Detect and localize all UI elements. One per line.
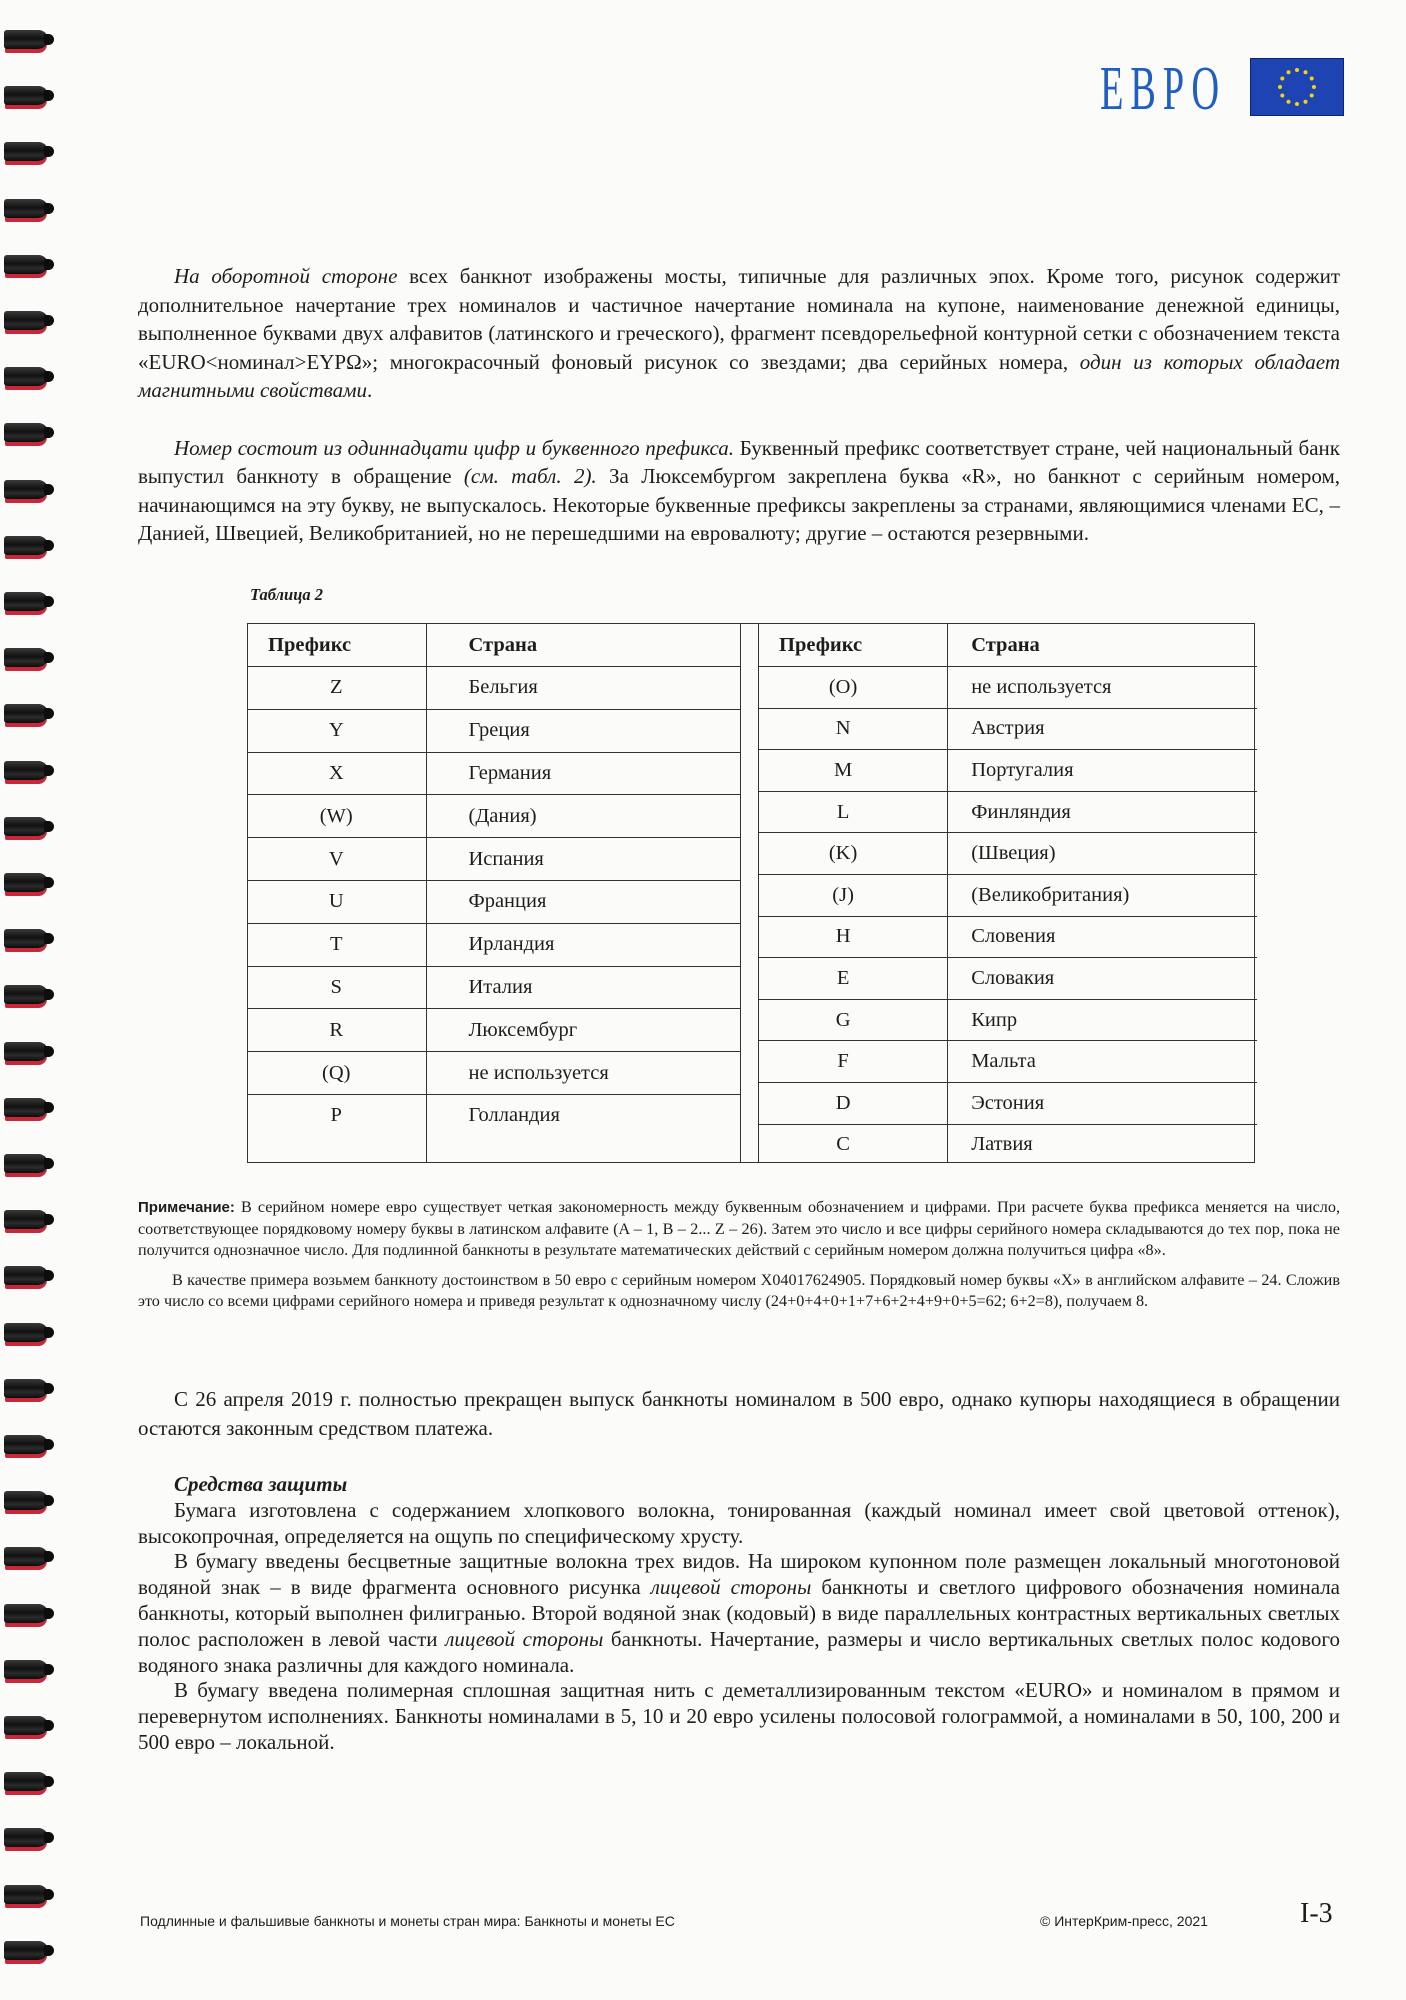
prefix-cell: V <box>248 838 425 881</box>
spiral-coil <box>4 704 48 723</box>
security-section <box>138 1472 1340 1756</box>
header-prefix: Префикс <box>248 624 425 667</box>
flag-star <box>1295 102 1299 106</box>
country-cell: Голландия <box>468 1104 560 1127</box>
spiral-coil <box>4 1379 48 1398</box>
spiral-coil <box>4 1210 48 1229</box>
spiral-coil <box>4 311 48 330</box>
page-header <box>1100 55 1350 123</box>
table-row <box>248 709 740 752</box>
prefix-cell: (J) <box>759 874 927 916</box>
table-row <box>248 1052 740 1095</box>
country-cell: Италия <box>425 966 741 1009</box>
security-p2-a: В бумагу введены бесцветные защитные волокна трех видов. На широком купонном поле размещен локальный многотоновой водяной знак – в виде фрагмента основного рисунка <box>138 1549 1340 1600</box>
spiral-coil <box>4 1716 48 1735</box>
note-paragraph-1 <box>138 1197 1340 1262</box>
country-cell: Мальта <box>927 1041 1257 1083</box>
table-row <box>248 752 740 795</box>
table-row <box>759 750 1257 792</box>
security-paragraph-3: В бумагу введена полимерная сплошная защитная нить с деметаллизированным текстом «EURO» и номиналом в прямом и перевернутом исполнениях. Банкноты номиналами в 5, 10 и 20 евро усилены полосовой голограммой, а номиналами в 50, 100, 200 и 500 евро – локальной. <box>138 1678 1340 1754</box>
eu-flag-icon <box>1250 58 1344 116</box>
spiral-coil <box>4 1885 48 1904</box>
country-cell: Кипр <box>927 999 1257 1041</box>
security-p2-em2: лицевой стороны <box>445 1626 604 1651</box>
country-cell: Франция <box>425 880 741 923</box>
prefix-cell: X <box>248 752 425 795</box>
intro-section <box>138 262 1340 548</box>
prefix-cell: C <box>836 1133 850 1156</box>
prefix-cell: P <box>330 1104 342 1127</box>
flag-star <box>1310 94 1314 98</box>
security-p2-em: лицевой стороны <box>650 1575 812 1600</box>
table-row <box>248 1009 740 1052</box>
intro-p2-em: Номер состоит из одиннадцати цифр и буквенного префикса. <box>174 435 735 460</box>
country-cell: (Дания) <box>425 795 741 838</box>
table-row <box>759 791 1257 833</box>
table-row <box>759 999 1257 1041</box>
spiral-coil <box>4 1435 48 1454</box>
spiral-coil <box>4 536 48 555</box>
prefix-cell: E <box>759 958 927 1000</box>
flag-star <box>1287 100 1291 104</box>
flag-star <box>1304 70 1308 74</box>
country-cell: (Великобритания) <box>927 874 1257 916</box>
spiral-coil <box>4 1042 48 1061</box>
prefix-cell: S <box>248 966 425 1009</box>
table-row <box>759 1041 1257 1083</box>
prefix-cell: F <box>759 1041 927 1083</box>
intro-p1-text: всех банкнот изображены мосты, типичные для различных эпох. Кроме того, рисунок содержит дополнительное начертание трех номиналов и частичное начертание номинала на купоне, наименование денежной единицы, выполненное буквами двух алфавитов (латинского и греческого), фрагмент псевдорельефной контурной сетки с обозначением текста «EURO<номинал>ЕYPΩ»; многокрасочный фоновый рисунок со звездами; два серийных номера, <box>138 264 1340 374</box>
spiral-coil <box>4 1660 48 1679</box>
security-p2-b: банкноты и светлого цифрового обозначения номинала банкноты, который выполнен филигранью. Второй водяной знак (кодовый) в виде параллельных контрастных вертикальных светлых полос расположен в левой части <box>138 1575 1341 1651</box>
header-country: Страна <box>425 624 741 667</box>
spiral-coil <box>4 1604 48 1623</box>
spiral-coil <box>4 1323 48 1342</box>
spiral-coil <box>4 30 48 49</box>
prefix-cell: L <box>759 791 927 833</box>
table-row <box>248 923 740 966</box>
table-row <box>248 667 740 710</box>
header-prefix: Префикс <box>759 624 927 667</box>
country-cell: Латвия <box>971 1133 1033 1156</box>
intro-p2-text2: За Люксембургом закреплена буква «R», но банкнот с серийным номером, начинающимся на эту букву, не выпускалось. Некоторые буквенные префиксы закреплены за странами, являющимися членами ЕС, – Данией, Швецией, Великобританией, но не перешедшими на евровалюту; другие – остаются резервными. <box>138 464 1340 545</box>
spiral-coil <box>4 142 48 161</box>
table-right-half <box>758 624 1257 1162</box>
prefix-cell: U <box>248 880 425 923</box>
spiral-coil <box>4 1098 48 1117</box>
country-cell: (Швеция) <box>927 833 1257 875</box>
security-paragraph-2 <box>138 1549 1340 1678</box>
prefix-cell: R <box>248 1009 425 1052</box>
table-row <box>759 874 1257 916</box>
prefix-cell: M <box>759 750 927 792</box>
table-left <box>248 624 740 1137</box>
table-row <box>248 838 740 881</box>
spiral-coil <box>4 86 48 105</box>
spiral-coil <box>4 1772 48 1791</box>
table-row <box>248 795 740 838</box>
header-country: Страна <box>927 624 1257 667</box>
country-cell: Словения <box>927 916 1257 958</box>
country-cell: Греция <box>425 709 741 752</box>
intro-p1-em2: один из которых обладает магнитными свойствами <box>138 349 1340 402</box>
table-row <box>759 958 1257 1000</box>
spiral-coil <box>4 1941 48 1960</box>
table-row <box>759 667 1257 709</box>
spiral-coil <box>4 1266 48 1285</box>
prefix-cell: (Q) <box>248 1052 425 1095</box>
prefix-cell: (K) <box>759 833 927 875</box>
footer-title: Подлинные и фальшивые банкноты и монеты стран мира: Банкноты и монеты ЕС <box>140 1913 675 1929</box>
spiral-coil <box>4 985 48 1004</box>
flag-star <box>1304 100 1308 104</box>
table-row <box>759 1124 1257 1165</box>
table-row <box>759 1082 1257 1124</box>
country-cell: не используется <box>927 667 1257 709</box>
flag-star <box>1280 77 1284 81</box>
intro-paragraph-2 <box>138 434 1340 548</box>
prefix-cell: G <box>759 999 927 1041</box>
table-row <box>248 1094 740 1136</box>
table-row <box>759 708 1257 750</box>
note-p1-text: В серийном номере евро существует четкая закономерность между буквенным обозначением и цифрами. При расчете буква префикса меняется на число, соответствующее порядковому номеру буквы в латинском алфавите (A – 1, B – 2... Z – 26). Затем это число и все цифры серийного номера складываются до тех пор, пока не получится однозначное число. Для подлинной банкноты в результате математических действий с серийным номером должна получиться цифра «8». <box>138 1198 1340 1259</box>
prefix-cell: H <box>759 916 927 958</box>
flag-star <box>1295 68 1299 72</box>
table-row <box>759 833 1257 875</box>
country-cell: Эстония <box>927 1082 1257 1124</box>
spiral-coil <box>4 423 48 442</box>
table-header-row <box>248 624 740 667</box>
table-caption: Таблица 2 <box>250 585 324 604</box>
spiral-coil <box>4 648 48 667</box>
intro-paragraph-1 <box>138 262 1340 405</box>
country-cell: Ирландия <box>425 923 741 966</box>
prefix-cell: Y <box>248 709 425 752</box>
note-label: Примечание: <box>138 1199 235 1216</box>
flag-star <box>1310 77 1314 81</box>
page-number: I-3 <box>1300 1898 1333 1929</box>
withdrawal-section <box>138 1385 1340 1442</box>
flag-star <box>1312 85 1316 89</box>
security-paragraph-1: Бумага изготовлена с содержанием хлопкового волокна, тонированная (каждый номинал имеет свой цветовой оттенок), высокопрочная, определяется на ощупь по специфическому хрусту. <box>138 1497 1340 1548</box>
country-cell: Германия <box>425 752 741 795</box>
spiral-coil <box>4 1547 48 1566</box>
spiral-coil <box>4 929 48 948</box>
flag-star <box>1278 85 1282 89</box>
country-cell: Люксембург <box>425 1009 741 1052</box>
intro-p1-em: На оборотной стороне <box>174 264 398 288</box>
intro-p2-em2: (см. табл. 2). <box>463 464 597 488</box>
security-p2-c: банкноты. Начертание, размеры и число вертикальных светлых полос кодового водяного знака различны для каждого номинала. <box>138 1626 1341 1677</box>
table-right <box>759 624 1257 1165</box>
header-title: ЕВРО <box>1100 55 1227 123</box>
country-cell: Финляндия <box>927 791 1257 833</box>
table-header-row <box>759 624 1257 667</box>
country-cell: Португалия <box>927 750 1257 792</box>
prefix-cell: (O) <box>759 667 927 709</box>
spiral-coil <box>4 1154 48 1173</box>
prefix-table <box>247 623 1255 1163</box>
spiral-coil <box>4 480 48 499</box>
intro-p1-end: . <box>367 378 373 402</box>
table-row <box>248 966 740 1009</box>
prefix-cell: Z <box>248 667 425 710</box>
spiral-coil <box>4 255 48 274</box>
note-paragraph-2: В качестве примера возьмем банкноту достоинством в 50 евро с серийным номером X04017624905. Порядковый номер буквы «X» в английском алфавите – 24. Сложив это число со всеми цифрами серийного номера и приведя результат к однозначному числу (24+0+4+0+1+7+6+2+4+9+0+5=62; 6+2=8), получаем 8. <box>138 1270 1340 1310</box>
spiral-coil <box>4 817 48 836</box>
country-cell: Словакия <box>927 958 1257 1000</box>
flag-star <box>1280 94 1284 98</box>
note-section <box>138 1197 1340 1313</box>
table-row <box>759 916 1257 958</box>
spiral-coil <box>4 1828 48 1847</box>
prefix-cell: D <box>759 1082 927 1124</box>
prefix-cell: (W) <box>248 795 425 838</box>
spiral-coil <box>4 873 48 892</box>
country-cell: Испания <box>425 838 741 881</box>
security-title: Средства защиты <box>174 1472 348 1496</box>
flag-star <box>1287 70 1291 74</box>
table-row <box>248 880 740 923</box>
intro-p2-text: Буквенный префикс соответствует стране, чей национальный банк выпустил банкноту в обращение <box>138 435 1340 488</box>
withdrawal-paragraph: С 26 апреля 2019 г. полностью прекращен выпуск банкноты номиналом в 500 евро, однако купюры находящиеся в обращении остаются законным средством платежа. <box>138 1387 1340 1440</box>
spiral-coil <box>4 1491 48 1510</box>
spiral-coil <box>4 761 48 780</box>
table-left-half <box>248 624 741 1162</box>
spiral-coil <box>4 367 48 386</box>
country-cell: Австрия <box>927 708 1257 750</box>
spiral-coil <box>4 592 48 611</box>
prefix-cell: T <box>248 923 425 966</box>
country-cell: не используется <box>425 1052 741 1095</box>
footer-copyright: © ИнтерКрим-пресс, 2021 <box>1040 1913 1208 1929</box>
spiral-coil <box>4 199 48 218</box>
country-cell: Бельгия <box>425 667 741 710</box>
prefix-cell: N <box>759 708 927 750</box>
spiral-binding <box>0 0 62 2000</box>
